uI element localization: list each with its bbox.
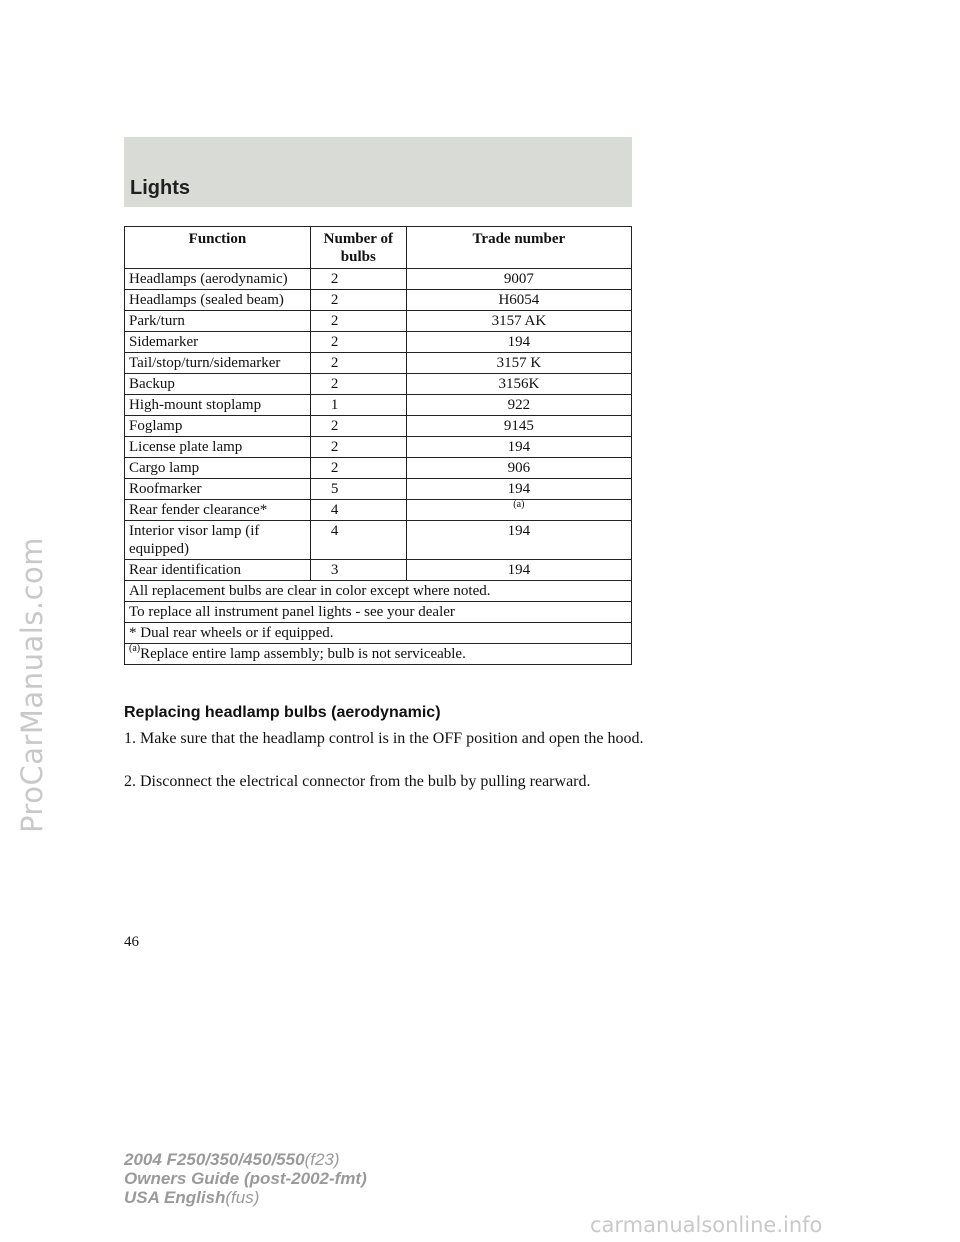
cell-trade: 906 [406,458,631,479]
cell-function: Park/turn [125,311,311,332]
table-note-row [125,623,632,644]
cell-trade: 194 [406,437,631,458]
table-row [125,479,632,500]
cell-count: 2 [310,332,406,353]
watermark-vertical [10,505,54,865]
section-header [124,137,632,207]
cell-function: Interior visor lamp (if equipped) [125,521,311,560]
cell-function: License plate lamp [125,437,311,458]
table-row [125,437,632,458]
footer-site-watermark: carmanualsonline.info [590,1213,823,1237]
cell-count: 3 [310,560,406,581]
table-row [125,395,632,416]
table-row [125,269,632,290]
cell-function: High-mount stoplamp [125,395,311,416]
cell-count: 2 [310,311,406,332]
cell-function: Sidemarker [125,332,311,353]
table-row [125,560,632,581]
cell-trade: 3157 K [406,353,631,374]
cell-count: 4 [310,500,406,521]
cell-function: Rear fender clearance* [125,500,311,521]
table-note-row [125,644,632,665]
header-trade-number: Trade number [406,227,631,269]
cell-count: 2 [310,374,406,395]
cell-trade: H6054 [406,290,631,311]
cell-trade: 194 [406,521,631,560]
footer-language: USA English [124,1188,226,1207]
cell-function: Headlamps (aerodynamic) [125,269,311,290]
note-clear-bulbs: All replacement bulbs are clear in color except where noted. [125,581,632,602]
table-row [125,500,632,521]
header-number-of-bulbs: Number of bulbs [310,227,406,269]
subheading: Replacing headlamp bulbs (aerodynamic) [124,704,441,721]
footer-guide: Owners Guide (post-2002-fmt) [124,1169,367,1188]
cell-function: Tail/stop/turn/sidemarker [125,353,311,374]
footnote-text: Replace entire lamp assembly; bulb is not serviceable. [140,646,466,662]
page-number: 46 [124,934,139,950]
footnote-marker: (a) [513,499,525,510]
cell-count: 2 [310,458,406,479]
watermark-text: ProCarManuals.com [15,536,49,834]
header-function: Function [125,227,311,269]
step-2: 2. Disconnect the electrical connector from the bulb by pulling rearward. [124,773,591,790]
cell-function: Backup [125,374,311,395]
cell-count: 1 [310,395,406,416]
table-row [125,521,632,560]
section-title: Lights [130,177,190,199]
table-row [125,290,632,311]
note-footnote [125,644,632,665]
table-row [125,416,632,437]
cell-trade: 194 [406,332,631,353]
cell-count: 2 [310,437,406,458]
cell-trade [406,500,631,521]
cell-count: 2 [310,290,406,311]
cell-function: Cargo lamp [125,458,311,479]
step-1: 1. Make sure that the headlamp control is in the OFF position and open the hood. [124,730,644,747]
cell-trade: 922 [406,395,631,416]
table-note-row [125,581,632,602]
cell-trade: 3157 AK [406,311,631,332]
cell-trade: 194 [406,560,631,581]
footnote-marker: (a) [129,643,141,654]
cell-trade: 194 [406,479,631,500]
table-note-row [125,602,632,623]
cell-count: 2 [310,416,406,437]
footer-model-code: (f23) [304,1150,340,1169]
table-row [125,353,632,374]
footer-model: 2004 F250/350/450/550 [124,1150,305,1169]
cell-count: 2 [310,353,406,374]
note-instrument-panel: To replace all instrument panel lights - see your dealer [125,602,632,623]
cell-count: 4 [310,521,406,560]
note-dual-wheels: * Dual rear wheels or if equipped. [125,623,632,644]
cell-function: Roofmarker [125,479,311,500]
cell-function: Foglamp [125,416,311,437]
cell-count: 2 [310,269,406,290]
cell-function: Rear identification [125,560,311,581]
table-row [125,458,632,479]
table-header-row [125,227,632,269]
cell-trade: 3156K [406,374,631,395]
footer-language-code: (fus) [225,1188,260,1207]
cell-trade: 9007 [406,269,631,290]
bulb-table [124,226,632,665]
cell-count: 5 [310,479,406,500]
table-row [125,332,632,353]
cell-trade: 9145 [406,416,631,437]
cell-function: Headlamps (sealed beam) [125,290,311,311]
table-row [125,311,632,332]
table-row [125,374,632,395]
document-footer [124,1150,367,1207]
